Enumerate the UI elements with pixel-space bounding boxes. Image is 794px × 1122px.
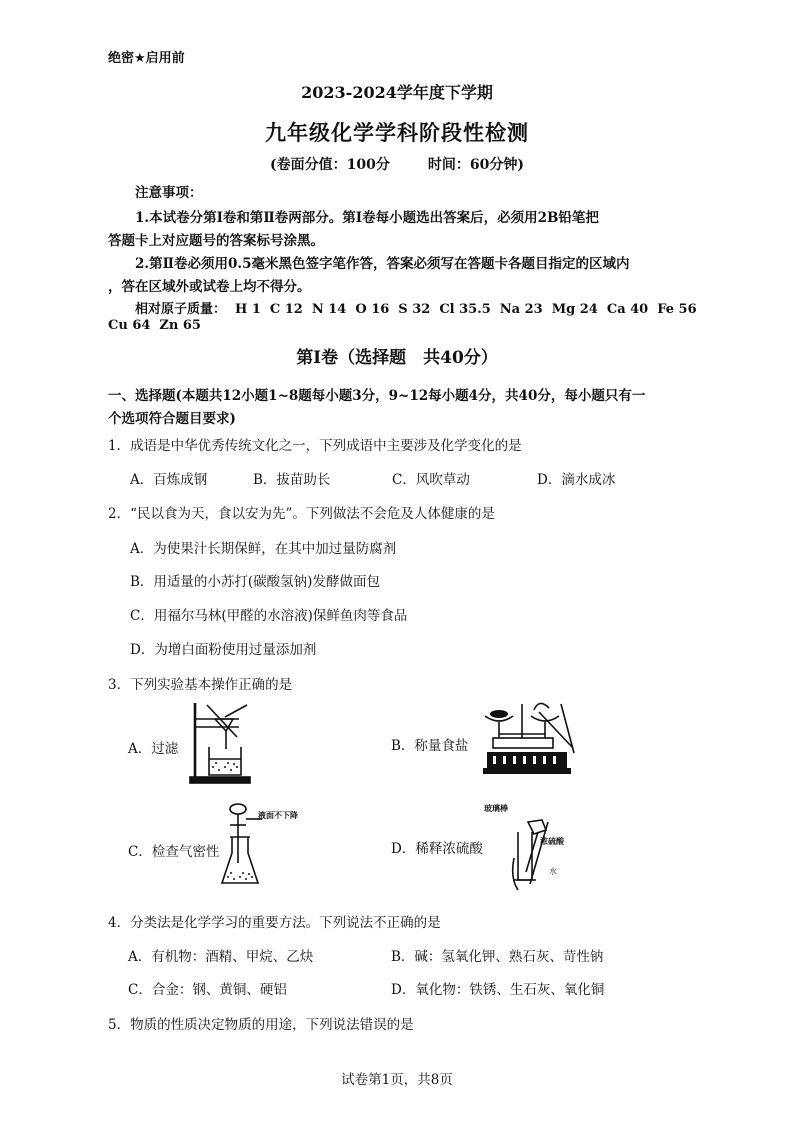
question-3-option-d: D．稀释浓硫酸 [391,841,483,857]
question-4-option-d: D．氧化物：铁锈、生石灰、氧化铜 [391,982,605,998]
question-1-stem: 1．成语是中华优秀传统文化之一，下列成语中主要涉及化学变化的是 [108,438,522,454]
section-title: 第Ⅰ卷（选择题 共40分） [296,348,498,368]
atomic-mass: Cl 35.5 [439,302,491,317]
atomic-mass: Fe 56 [657,302,697,317]
question-2-option-c: C．用福尔马林(甲醛的水溶液)保鲜鱼肉等食品 [130,608,408,624]
question-2-option-a: A．为使果汁长期保鲜，在其中加过量防腐剂 [130,541,397,557]
note-1-line-1: 1.本试卷分第Ⅰ卷和第Ⅱ卷两部分。第Ⅰ卷每小题选出答案后，必须用2B铅笔把 [135,210,599,226]
atomic-mass-label: 相对原子质量： [135,302,227,317]
label-liquid-level: 液面不下降 [258,811,298,820]
label-glass-rod: 玻璃棒 [484,804,508,813]
atomic-mass: O 16 [355,302,390,317]
label-concentrated-acid: 浓硫酸 [540,837,564,846]
total-score: (卷面分值：100分 [270,157,390,173]
question-3-option-b: B．称量食盐 [391,738,469,754]
question-1-option-c: C．风吹草动 [392,472,470,488]
dilution-figure [508,818,566,896]
atomic-mass-line-2 [108,318,210,333]
question-4-option-a: A．有机物：酒精、甲烷、乙炔 [128,949,314,965]
note-2-line-1: 2.第Ⅱ卷必须用0.5毫米黑色签字笔作答，答案必须写在答题卡各题目指定的区域内 [135,256,630,272]
balance-scale-figure [479,698,577,778]
question-5-stem: 5．物质的性质决定物质的用途，下列说法错误的是 [108,1017,414,1033]
atomic-mass-line-1 [135,298,706,317]
exam-title: 九年级化学学科阶段性检测 [265,120,529,145]
atomic-mass: Zn 65 [159,318,201,333]
page-footer: 试卷第1页，共8页 [341,1072,453,1088]
question-2-stem: 2．“民以食为天，食以安为先”。下列做法不会危及人体健康的是 [108,506,495,522]
question-3-option-a: A．过滤 [128,741,179,757]
time-limit: 时间：60分钟) [427,157,524,173]
atomic-mass: Mg 24 [551,302,598,317]
exam-subtitle [0,154,794,174]
question-4-stem: 4．分类法是化学学习的重要方法。下列说法不正确的是 [108,915,441,931]
label-water: 水 [549,867,557,876]
school-year: 2023-2024学年度下学期 [301,83,493,102]
atomic-mass: N 14 [311,302,347,317]
notes-title: 注意事项： [135,185,203,201]
atomic-mass: S 32 [398,302,431,317]
filtration-apparatus-figure [187,697,255,787]
question-2-option-b: B．用适量的小苏打(碳酸氢钠)发酵做面包 [130,574,380,590]
atomic-mass: Ca 40 [606,302,649,317]
atomic-mass: C 12 [269,302,303,317]
confidential-mark: 绝密★启用前 [108,51,185,66]
section-intro-line-1: 一、选择题(本题共12小题1~8题每小题3分，9~12每小题4分，共40分，每小题只有一 [108,388,646,404]
question-2-option-d: D．为增白面粉使用过量添加剂 [130,642,317,658]
question-4-option-b: B．碱：氢氧化钾、熟石灰、苛性钠 [391,949,604,965]
question-1-option-b: B．拔苗助长 [253,472,331,488]
question-3-stem: 3．下列实验基本操作正确的是 [108,677,293,693]
question-1-option-a: A．百炼成钢 [130,472,208,488]
note-2-line-2: ，答在区域外或试卷上均不得分。 [108,279,311,295]
question-4-option-c: C．合金：钢、黄铜、硬铝 [128,982,287,998]
section-intro-line-2: 个选项符合题目要求) [108,411,236,427]
question-3-option-c: C．检查气密性 [128,844,220,860]
atomic-mass: Cu 64 [108,318,151,333]
note-1-line-2: 答题卡上对应题号的答案标号涂黑。 [108,233,324,249]
question-1-option-d: D．滴水成冰 [537,472,616,488]
atomic-mass: H 1 [235,302,261,317]
atomic-mass: Na 23 [499,302,543,317]
